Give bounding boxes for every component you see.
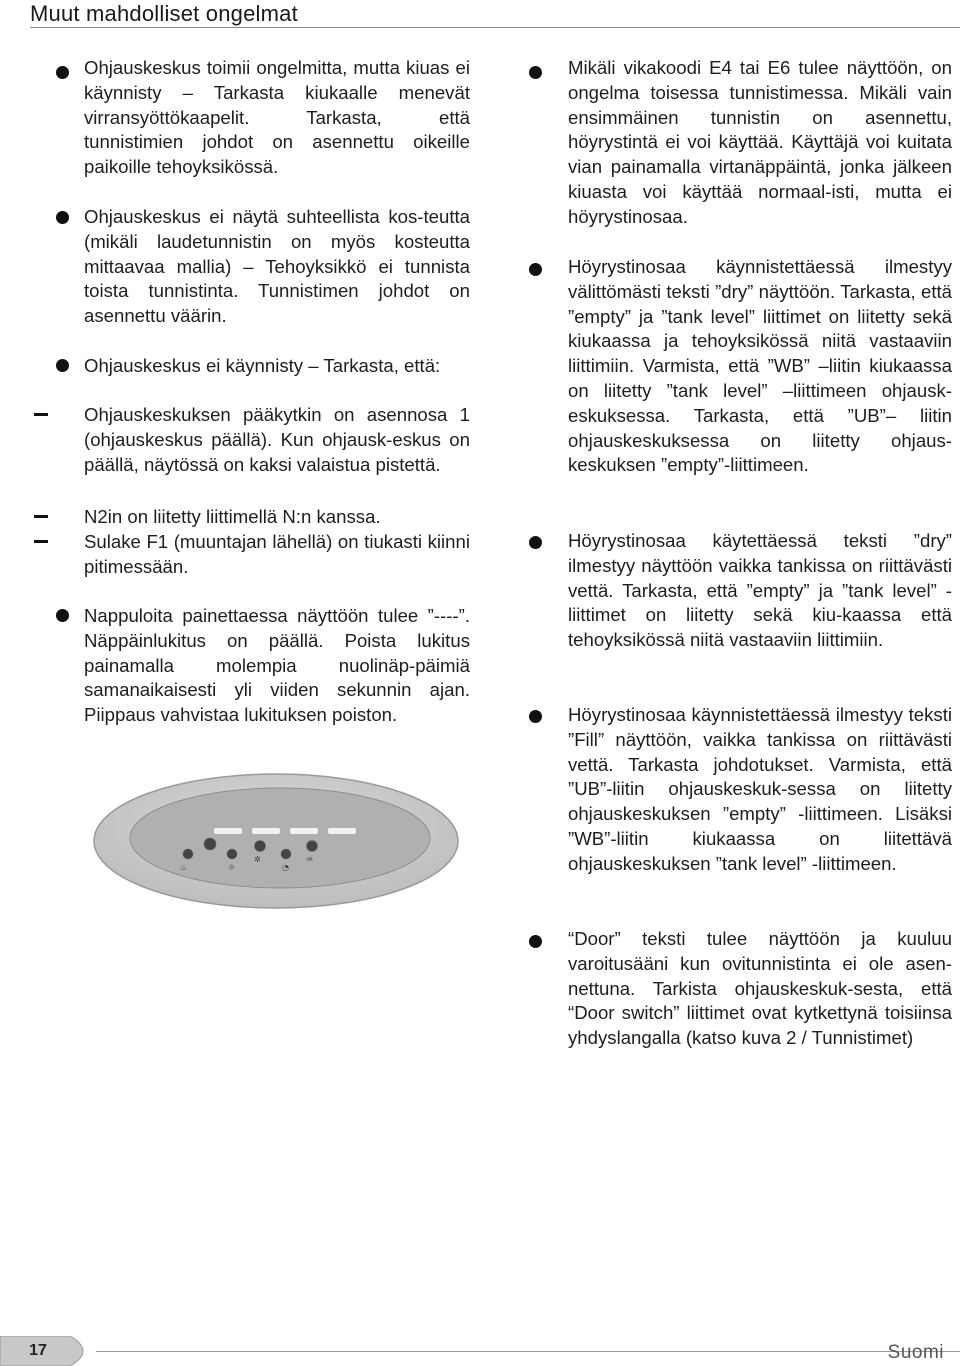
panel-inner-face [130,788,430,888]
right-item-1: Mikäli vikakoodi E4 tai E6 tulee näyttöön, on ongelma toisessa tunnistimessa. Mikäli vain ensimmäinen tunnistin on asennettu, höyrystintä ei voi käyttää. Käyttäjä voi kuitata vian painamalla virtanäppäintä, jonka jälkeen kiuasta voi käyttää normaal-isti, mutta ei höyrystinosaa. [568,57,952,227]
dash-icon [34,540,48,543]
dash-icon [34,413,48,416]
heat-icon: ♨ [180,863,188,872]
bullet-icon [529,66,542,79]
left-subitem-2: N2in on liitetty liittimellä N:n kanssa. [84,506,381,527]
bullet-icon [56,609,69,622]
left-subitem-3: Sulake F1 (muuntajan lähellä) on tiukasti kiinni pitimessään. [84,531,470,577]
bullet-icon [56,359,69,372]
right-item-2: Höyrystinosaa käynnistettäessä ilmestyy välittömästi teksti ”dry” näyttöön. Tarkasta, että ”empty” ja ”tank level” liittimet on liitetty sekä kiukaassa ja tehoyksikössä niitä vastaaviin liittimiin. Varmista, että ”WB” –liitin kiukaassa on liitetty ”tank level” –liittimeen ohjausk-eskuksessa. Tarkasta, että ”UB”– liitin ohjauskeskuksessa on liitetty ohjaus-keskuksen ”empty”-liittimeen. [568,256,952,476]
right-item-4: Höyrystinosaa käynnistettäessä ilmestyy teksti ”Fill” näyttöön, vaikka tankissa on riittävästi vettä. Tarkasta johdotukset. Varmista, että ”UB”-liitin ohjauskeskuk-sessa on liitetty ohjauskeskuksen ”empty” -liittimeen. Lisäksi ”WB”-liitin kiukaassa on liitettävä ohjauskeskuksen ”tank level” -liittimeen. [568,704,952,874]
humidity-icon: ♒ [306,855,314,864]
fan-icon: ✲ [254,855,261,864]
control-panel-image [92,772,460,910]
panel-button-4 [255,841,266,852]
right-item-3: Höyrystinosaa käytettäessä teksti ”dry” ilmestyy näyttöön vaikka tankissa on riittävästi vettä. Tarkasta, että ”empty” ja ”tank level” -liittimet on liitetty sekä kiu-kaassa että tehoyksikössä niitä vastaaviin liittimiin. [568,530,952,651]
panel-button-6 [307,841,318,852]
light-icon: ☼ [228,863,236,872]
left-item-3: Ohjauskeskus ei käynnisty – Tarkasta, että: [84,355,441,376]
panel-button-2 [204,838,216,850]
panel-button-5 [281,849,291,859]
bullet-icon [529,710,542,723]
bullet-icon [56,211,69,224]
panel-button-1 [183,849,193,859]
left-item-1: Ohjauskeskus toimii ongelmitta, mutta kiuas ei käynnisty – Tarkasta kiukaalle menevät virransyöttökaapelit. Tarkasta, että tunnistimien johdot on asennettu oikeille paikoille tehoyksikössä. [84,57,470,178]
panel-button-3 [227,849,237,859]
footer-language: Suomi [887,1342,944,1363]
footer-divider [96,1351,960,1352]
left-item-4: Nappuloita painettaessa näyttöön tulee ”----”. Näppäinlukitus on päällä. Poista lukitus painamalla molempia nuolinäp-päimiä samanaikaisesti yli viiden sekunnin ajan. Piippaus vahvistaa lukituksen poiston. [84,605,470,726]
left-subitem-1: Ohjauskeskuksen pääkytkin on asennosa 1 (ohjauskeskus päällä). Kun ohjausk-eskus on päällä, näytössä on kaksi valaistua pistettä. [84,404,470,475]
bullet-icon [529,536,542,549]
bullet-icon [529,263,542,276]
page-number: 17 [29,1342,47,1359]
bullet-icon [529,935,542,948]
left-item-2: Ohjauskeskus ei näytä suhteellista kos-teutta (mikäli laudetunnistin on myös kosteutta mittaavaa mallia) – Tehoyksikkö ei tunnista toista tunnistinta. Tunnistimen johdot on asennettu väärin. [84,206,470,327]
bullet-icon [56,66,69,79]
timer-icon: ◔ [282,863,289,872]
dash-icon [34,515,48,518]
page-title: Muut mahdolliset ongelmat [30,0,960,28]
right-item-5: “Door” teksti tulee näyttöön ja kuuluu varoitusääni kun ovitunnistinta ei ole asen-nettuna. Tarkista ohjauskeskuk-sesta, että “Door switch” liittimet ovat kytkettynä toisiinsa yhdyslangalla (katso kuva 2 / Tunnistimet) [568,928,952,1049]
